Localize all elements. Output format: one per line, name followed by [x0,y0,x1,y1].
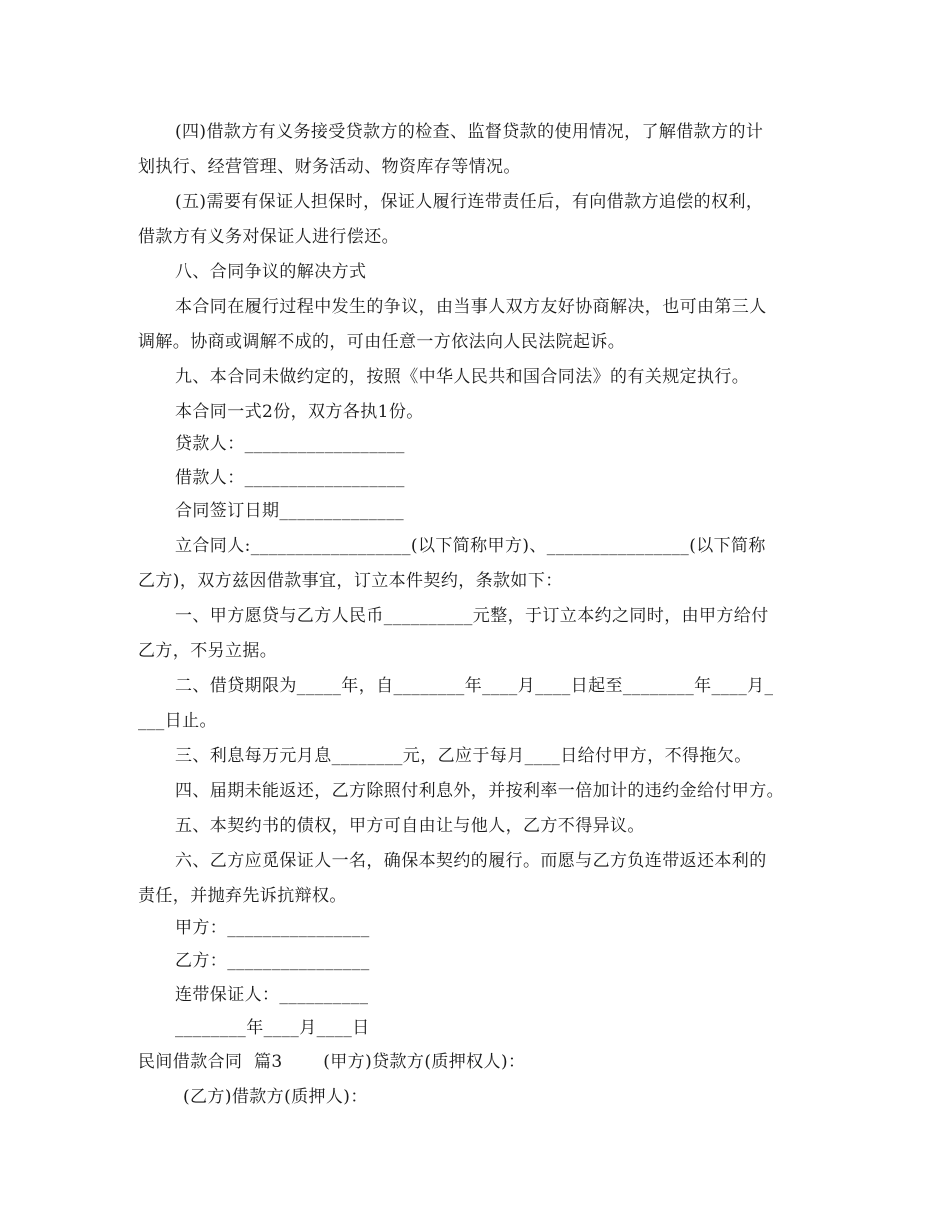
date-field: ________年____月____日 [175,1018,370,1038]
paragraph-line: 本合同一式2份，双方各执1份。 [175,402,424,422]
signing-date-field: 合同签订日期______________ [175,501,404,521]
section-heading: 八、合同争议的解决方式 [175,262,367,282]
paragraph-line: 借款方有义务对保证人进行偿还。 [138,227,399,247]
paragraph-line: 五、本契约书的债权，甲方可自由让与他人，乙方不得异议。 [175,816,645,836]
paragraph-line: 调解。协商或调解不成的，可由任意一方依法向人民法院起诉。 [138,332,626,352]
paragraph-line: (四)借款方有义务接受贷款方的检查、监督贷款的使用情况，了解借款方的计 [175,122,764,142]
paragraph-line: 九、本合同未做约定的，按照《中华人民共和国合同法》的有关规定执行。 [175,367,750,387]
signature-field-guarantor: 连带保证人：__________ [175,985,369,1005]
paragraph-line: 三、利息每万元月息________元，乙应于每月____日给付甲方，不得拖欠。 [175,746,752,766]
paragraph-line: 立合同人:__________________(以下简称甲方)、________________(以下简称 [175,536,766,556]
paragraph-line: (乙方)借款方(质押人)： [183,1087,368,1107]
contract-heading-line: 民间借款合同 篇3 (甲方)贷款方(质押权人)： [138,1052,526,1072]
paragraph-line: 一、甲方愿贷与乙方人民币__________元整，于订立本约之同时，由甲方给付 [175,606,769,626]
paragraph-line: 二、借贷期限为_____年，自________年____月____日起至________年____月_ [175,676,774,696]
paragraph-line: 四、届期未能返还，乙方除照付利息外，并按利率一倍加计的违约金给付甲方。 [175,781,784,801]
paragraph-line: 乙方)，双方兹因借款事宜，订立本件契约，条款如下： [138,571,563,591]
signature-field-party-a: 甲方：________________ [175,918,370,938]
signature-field-party-b: 乙方：________________ [175,951,370,971]
paragraph-line: (五)需要有保证人担保时，保证人履行连带责任后，有向借款方追偿的权利， [175,192,764,212]
paragraph-line: 责任，并抛弃先诉抗辩权。 [138,886,347,906]
signature-field-lender: 贷款人：__________________ [175,434,405,454]
paragraph-line: ___日止。 [138,711,217,731]
paragraph-line: 本合同在履行过程中发生的争议，由当事人双方友好协商解决，也可由第三人 [175,297,767,317]
paragraph-line: 划执行、经营管理、财务活动、物资库存等情况。 [138,157,521,177]
paragraph-line: 乙方，不另立据。 [138,641,278,661]
signature-field-borrower: 借款人：__________________ [175,468,405,488]
paragraph-line: 六、乙方应觅保证人一名，确保本契约的履行。而愿与乙方负连带返还本利的 [175,851,767,871]
